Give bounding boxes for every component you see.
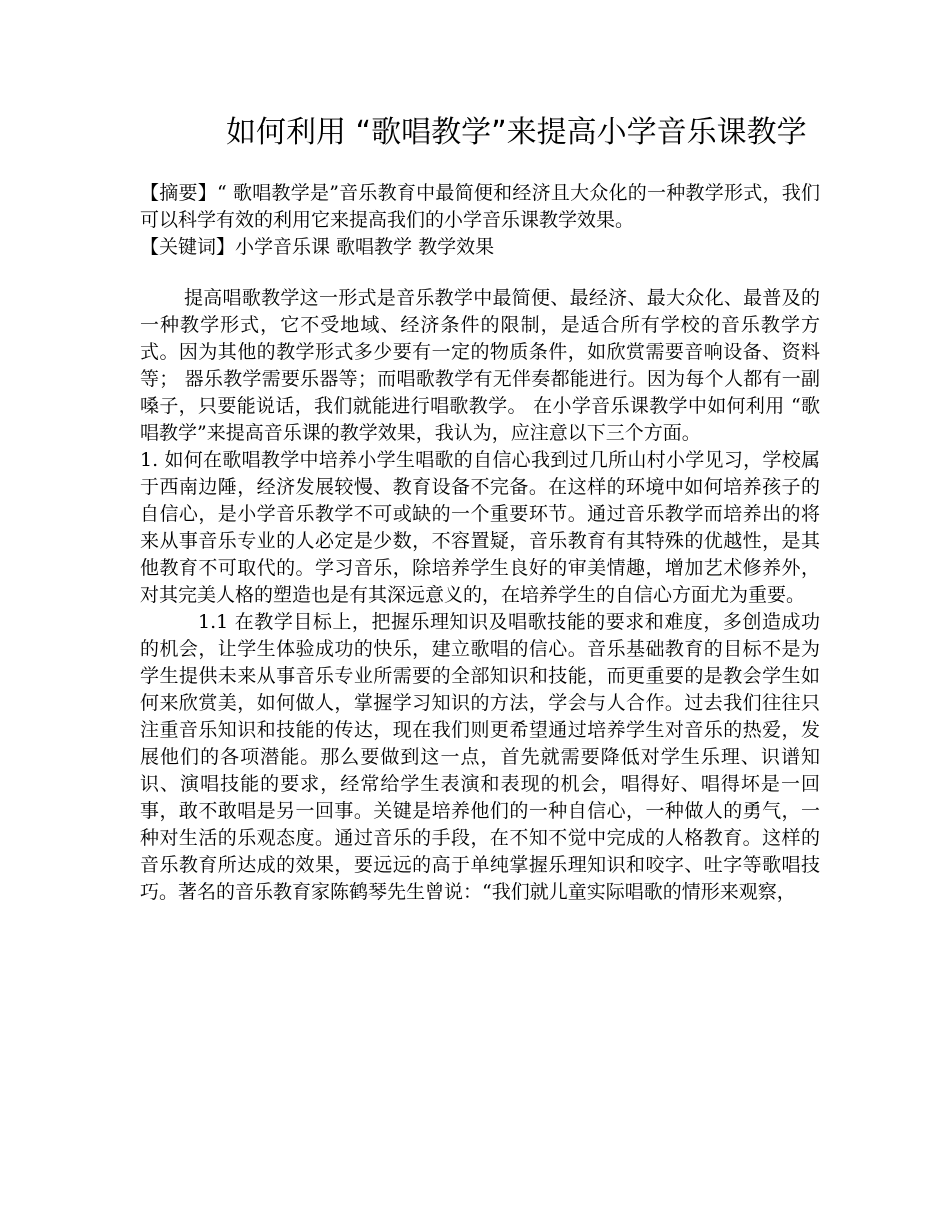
keywords	[140, 234, 820, 261]
section-gap	[140, 261, 820, 285]
body-paragraph-section-1-1: 1.1 在教学目标上，把握乐理知识及唱歌技能的要求和难度，多创造成功的机会，让学生体验成功的快乐，建立歌唱的信心。音乐基础教育的目标不是为学生提供未来从事音乐专业所需要的全部知识和技能，而更重要的是教会学生如何来欣赏美，如何做人，掌握学习知识的方法，学会与人合作。过去我们往往只注重音乐知识和技能的传达，现在我们则更希望通过培养学生对音乐的热爱，发展他们的各项潜能。那么要做到这一点，首先就需要降低对学生乐理、识谱知识、演唱技能的要求，经常给学生表演和表现的机会，唱得好、唱得坏是一回事，敢不敢唱是另一回事。关键是培养他们的一种自信心，一种做人的勇气，一种对生活的乐观态度。通过音乐的手段，在不知不觉中完成的人格教育。这样的音乐教育所达成的效果，要远远的高于单纯掌握乐理知识和咬字、吐字等歌唱技巧。著名的音乐教育家陈鹤琴先生曾说：“我们就儿童实际唱歌的情形来观察，	[140, 611, 820, 903]
body-paragraph-intro: 提高唱歌教学这一形式是音乐教学中最简便、最经济、最大众化、最普及的一种教学形式，它不受地域、经济条件的限制，是适合所有学校的音乐教学方式。因为其他的教学形式多少要有一定的物质条件，如欣赏需要音响设备、资料等； 器乐教学需要乐器等；而唱歌教学有无伴奏都能进行。因为每个人都有一副嗓子，只要能说话，我们就能进行唱歌教学。 在小学音乐课教学中如何利用 “歌唱教学”来提高音乐课的教学效果，我认为，应注意以下三个方面。	[140, 287, 820, 444]
keywords-text: 小学音乐课 歌唱教学 教学效果	[235, 236, 495, 258]
document-title	[140, 112, 820, 154]
body-paragraph-section-1: 1. 如何在歌唱教学中培养小学生唱歌的自信心我到过几所山村小学见习，学校属于西南边陲，经济发展较慢、教育设备不完备。在这样的环境中如何培养孩子的自信心，是小学音乐教学不可或缺的一个重要环节。通过音乐教学而培养出的将来从事音乐专业的人必定是少数，不容置疑，音乐教育有其特殊的优越性，是其他教育不可取代的。学习音乐，除培养学生良好的审美情趣，增加艺术修养外，对其完美人格的塑造也是有其深远意义的，在培养学生的自信心方面尤为重要。	[140, 449, 820, 606]
abstract	[140, 180, 820, 234]
keywords-label: 【关键词】	[140, 236, 236, 258]
abstract-label: 【摘要】	[140, 182, 217, 204]
document-body	[140, 112, 820, 906]
title-text: 如何利用 “歌唱教学”来提高小学音乐课教学	[226, 115, 807, 150]
abstract-text: “ 歌唱教学是”音乐教育中最简便和经济且大众化的一种教学形式，我们可以科学有效的利用它来提高我们的小学音乐课教学效果。	[140, 182, 820, 231]
